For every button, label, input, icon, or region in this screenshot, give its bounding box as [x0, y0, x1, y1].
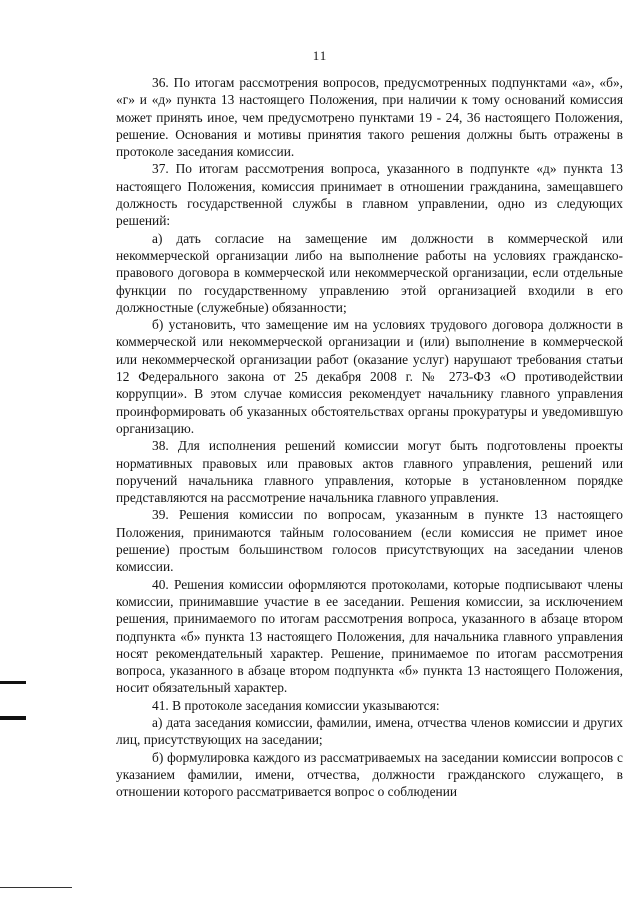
document-body: [116, 74, 623, 800]
bottom-rule: [0, 887, 72, 888]
paragraph-40: 40. Решения комиссии оформляются протоколами, которые подписывают члены комиссии, принимавшие участие в ее заседании. Решения комиссии, за исключением решения, принимаемого по итогам рассмотрения вопроса, указанного в абзаце втором подпункта «б» пункта 13 настоящего Положения, для начальника главного управления носят рекомендательный характер. Решение, принимаемое по итогам рассмотрения вопроса, указанного в абзаце втором подпункта «б» пункта 13 настоящего Положения, носит обязательный характер.: [116, 576, 623, 696]
paragraph-37-a: а) дать согласие на замещение им должности в коммерческой или некоммерческой организации либо на выполнение работы на условиях гражданско-правового договора в коммерческой или некоммерческой организации, если отдельные функции по государственному управлению этой организацией входили в его должностные (служебные) обязанности;: [116, 230, 623, 315]
paragraph-41: 41. В протоколе заседания комиссии указываются:: [152, 697, 440, 713]
paragraph-37-b: б) установить, что замещение им на условиях трудового договора должности в коммерческой или некоммерческой организации и (или) выполнение в коммерческой или некоммерческой организации работ (оказание услуг) нарушают требования статьи 12 Федерального закона от 25 декабря 2008 г. № 273-ФЗ «О противодействии коррупции». В этом случае комиссия рекомендует начальнику главного управления проинформировать об указанных обстоятельствах органы прокуратуры и уведомившую организацию.: [116, 317, 623, 436]
paragraph-37: 37. По итогам рассмотрения вопроса, указанного в подпункте «д» пункта 13 настоящего Положения, комиссия принимает в отношении гражданина, замещавшего должность государственной службы в главном управлении, одно из следующих решений:: [116, 161, 623, 229]
paragraph-36: 36. По итогам рассмотрения вопросов, предусмотренных подпунктами «а», «б», «г» и «д» пункта 13 настоящего Положения, при наличии к тому оснований комиссия может принять иное, чем предусмотрено пунктами 19 - 24, 36 настоящего Положения, решение. Основания и мотивы принятия такого решения должны быть отражены в протоколе заседания комиссии.: [116, 75, 623, 160]
paragraph-39: 39. Решения комиссии по вопросам, указанным в пункте 13 настоящего Положения, принимаются тайным голосованием (если комиссия не примет иное решение) простым большинством голосов присутствующих на заседании членов комиссии.: [116, 507, 623, 575]
scan-edge-mark: [0, 716, 26, 720]
page-number: 11: [312, 48, 328, 63]
paragraph-41-b: б) формулировка каждого из рассматриваемых на заседании комиссии вопросов с указанием фамилии, имени, отчества, должности гражданского служащего, в отношении которого рассматривается вопрос о соблюдении: [116, 749, 623, 800]
scan-edge-mark: [0, 681, 26, 684]
paragraph-38: 38. Для исполнения решений комиссии могут быть подготовлены проекты нормативных правовых или правовых актов главного управления, решений или поручений начальника главного управления, которые в установленном порядке представляются на рассмотрение начальника главного управления.: [116, 438, 623, 506]
paragraph-41-a: а) дата заседания комиссии, фамилии, имена, отчества членов комиссии и других лиц, присутствующих на заседании;: [116, 714, 623, 748]
